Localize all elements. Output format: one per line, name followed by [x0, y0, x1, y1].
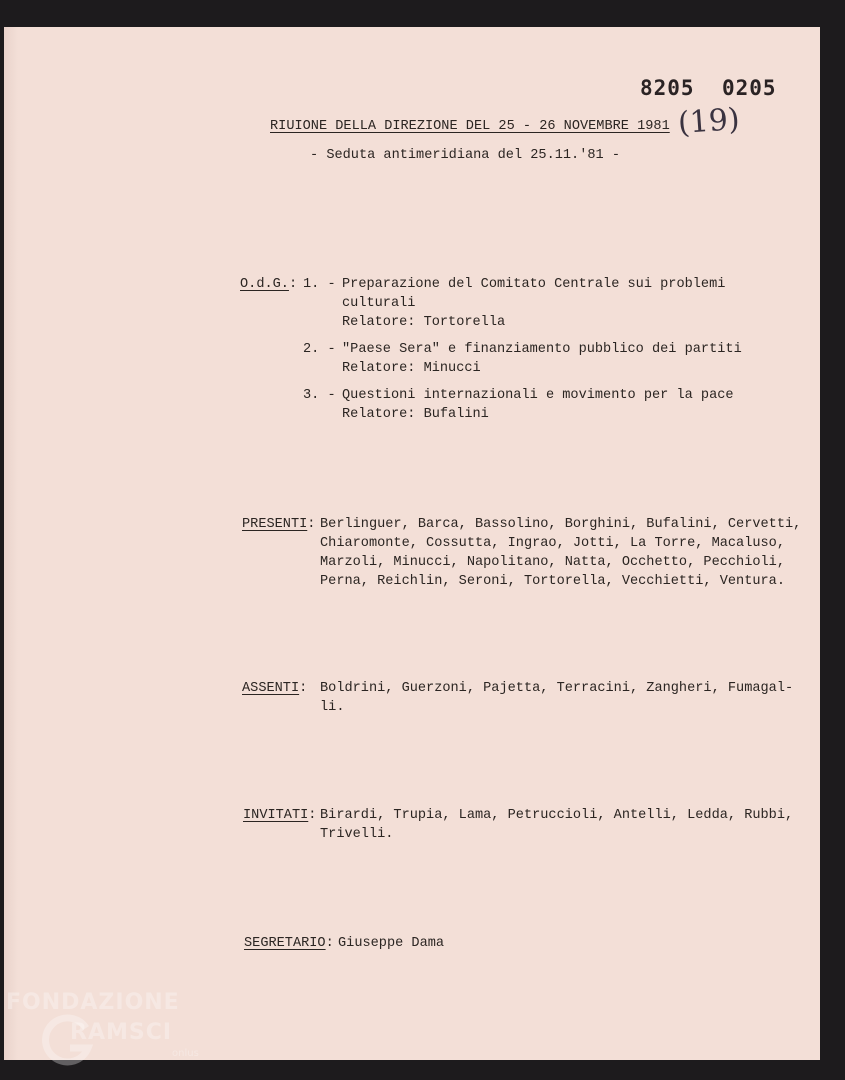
logo-line2: RAMSCI [70, 1020, 173, 1045]
archive-stamp-left: 8205 [640, 76, 695, 100]
assenti-label: ASSENTI: [242, 681, 308, 696]
odg-item-3-rapporteur: Relatore: Bufalini [342, 407, 489, 422]
presenti-label: PRESENTI: [242, 517, 316, 532]
odg-item-2-line1: "Paese Sera" e finanziamento pubblico dei partiti [342, 342, 742, 357]
presenti-line: Berlinguer, Barca, Bassolino, Borghini, Bufalini, Cervetti, [320, 517, 802, 532]
odg-item-2-rapporteur: Relatore: Minucci [342, 361, 481, 376]
assenti-line: Boldrini, Guerzoni, Pajetta, Terracini, Zangheri, Fumagal- [320, 681, 794, 696]
presenti-line: Chiaromonte, Cossutta, Ingrao, Jotti, La Torre, Macaluso, [320, 536, 785, 551]
logo-line3: onlus [172, 1048, 199, 1059]
segretario-name: Giuseppe Dama [338, 936, 445, 951]
sheet-left-edge [4, 27, 18, 1060]
invitati-line: Birardi, Trupia, Lama, Petruccioli, Antelli, Ledda, Rubbi, [320, 808, 794, 823]
assenti-line: li. [320, 700, 345, 715]
odg-item-1-rapporteur: Relatore: Tortorella [342, 315, 506, 330]
meeting-title: RIUIONE DELLA DIREZIONE DEL 25 - 26 NOVEMBRE 1981 [270, 119, 670, 134]
odg-item-1-number: 1. - [303, 277, 336, 292]
segretario-label: SEGRETARIO: [244, 936, 334, 951]
invitati-line: Trivelli. [320, 827, 394, 842]
odg-item-1-line1: Preparazione del Comitato Centrale sui problemi [342, 277, 726, 292]
logo-line1: FONDAZIONE [6, 990, 180, 1015]
odg-item-3-number: 3. - [303, 388, 336, 403]
archive-stamp-right: 0205 [722, 76, 777, 100]
odg-item-1-line2: culturali [342, 296, 416, 311]
odg-item-3-line1: Questioni internazionali e movimento per la pace [342, 388, 734, 403]
odg-label: O.d.G.: [240, 277, 298, 292]
invitati-label: INVITATI: [243, 808, 317, 823]
fondazione-gramsci-logo [6, 988, 210, 1076]
presenti-line: Marzoli, Minucci, Napolitano, Natta, Occhetto, Pecchioli, [320, 555, 785, 570]
handwritten-page-number: (19) [676, 101, 741, 142]
session-subtitle: - Seduta antimeridiana del 25.11.'81 - [310, 148, 620, 163]
odg-item-2-number: 2. - [303, 342, 336, 357]
presenti-line: Perna, Reichlin, Seroni, Tortorella, Vecchietti, Ventura. [320, 574, 785, 589]
